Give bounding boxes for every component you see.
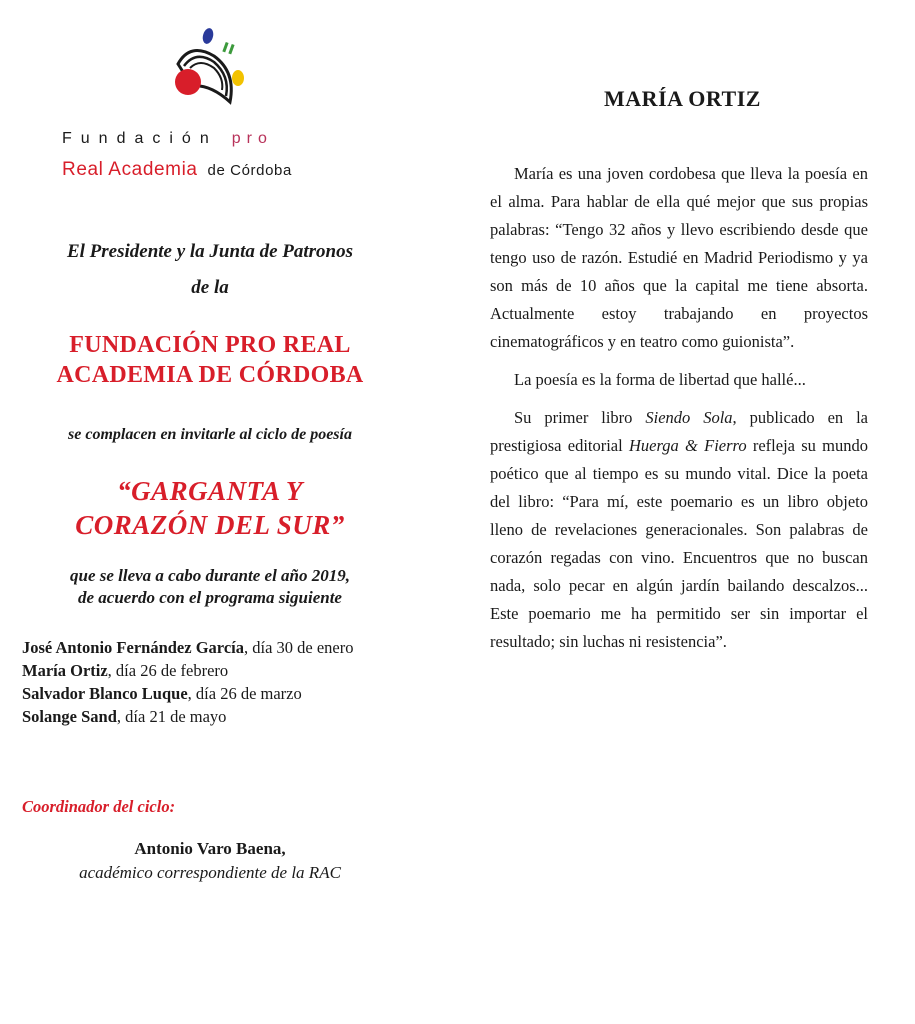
cycle-title	[20, 474, 400, 542]
cycle-title-line-1: “GARGANTA Y	[117, 476, 303, 506]
brand-real-academia: Real Academia	[62, 159, 198, 180]
schedule-poet-name: Solange Sand	[22, 707, 117, 726]
foundation-brand-line2	[62, 159, 392, 181]
invitation-intro	[20, 234, 400, 306]
invitation-line-1: El Presidente y la Junta de Patronos	[66, 241, 354, 262]
book-title: Siendo Sola	[645, 408, 733, 427]
schedule-item	[22, 659, 392, 682]
bio-paragraph-1: María es una joven cordobesa que lleva la poesía en el alma. Para hablar de ella qué mejor que sus propias palabras: “Tengo 32 años y llevo escribiendo desde que tengo uso de razón. Estudié en Madrid Periodismo y ya son más de 10 años que la capital me tiene absorta. Actualmente estoy trabajando en proyectos cinematográficos y en teatro como guionista”.	[490, 164, 868, 351]
publisher-name: Huerga & Fierro	[628, 436, 747, 455]
brand-word-fundacion: Fundación	[62, 130, 218, 147]
bio-p3-middle: , publicado en la prestigiosa editorial	[490, 408, 868, 455]
cycle-title-line-2: CORAZÓN DEL SUR”	[75, 510, 345, 540]
foundation-name	[20, 330, 400, 390]
schedule-poet-name: Salvador Blanco Luque	[22, 684, 188, 703]
foundation-name-line-1: FUNDACIÓN PRO REAL	[69, 332, 351, 358]
invitation-program-note	[20, 565, 400, 609]
coordinator-label: Coordinador del ciclo:	[22, 797, 176, 816]
schedule-date: , día 26 de febrero	[107, 661, 229, 680]
bio-p3-intro: Su primer libro	[514, 408, 646, 427]
invitation-line-4: que se lleva a cabo durante el año 2019,	[69, 566, 350, 585]
schedule-poet-name: José Antonio Fernández García	[22, 638, 244, 657]
poet-bio-title: MARÍA ORTIZ	[604, 86, 761, 111]
invitation-line-3: se complacen en invitarle al ciclo de poesía	[68, 426, 352, 443]
brand-word-pro: pro	[231, 130, 273, 147]
schedule-date: , día 30 de enero	[243, 638, 354, 657]
invitation-line-5: de acuerdo con el programa siguiente	[78, 588, 342, 607]
poet-bio-text	[490, 160, 868, 666]
foundation-name-line-2: ACADEMIA DE CÓRDOBA	[56, 362, 364, 388]
bio-paragraph-3	[490, 404, 868, 656]
coordinator-name: Antonio Varo Baena,	[134, 839, 286, 858]
poet-bio-panel	[490, 0, 875, 1024]
fundacion-logo-icon	[170, 24, 250, 114]
schedule-date: , día 26 de marzo	[187, 684, 302, 703]
foundation-brand-line1	[62, 130, 382, 148]
coordinator-role: académico correspondiente de la RAC	[79, 863, 341, 882]
schedule-poet-name: María Ortiz	[22, 661, 108, 680]
invitation-line-2: de la	[191, 277, 229, 298]
invitation-panel	[0, 0, 410, 1024]
schedule-list	[22, 636, 392, 728]
bio-paragraph-2: La poesía es la forma de libertad que hallé...	[514, 370, 806, 389]
bio-p3-rest: refleja su mundo poético que al tiempo es su mundo vital. Dice la poeta del libro: “Para mí, este poemario es un libro objeto lleno de revelaciones generacionales. Son palabras de corazón regadas con vino. Encuentros que no buscan nada, solo pecar en algún jardín bailando descalzos... Este poemario me ha permitido ser sin importar el resultado; sin luchas ni resistencia”.	[490, 436, 868, 651]
schedule-item	[22, 705, 392, 728]
brand-de-cordoba: de Córdoba	[207, 162, 292, 179]
schedule-date: , día 21 de mayo	[116, 707, 227, 726]
schedule-item	[22, 636, 392, 659]
schedule-item	[22, 682, 392, 705]
